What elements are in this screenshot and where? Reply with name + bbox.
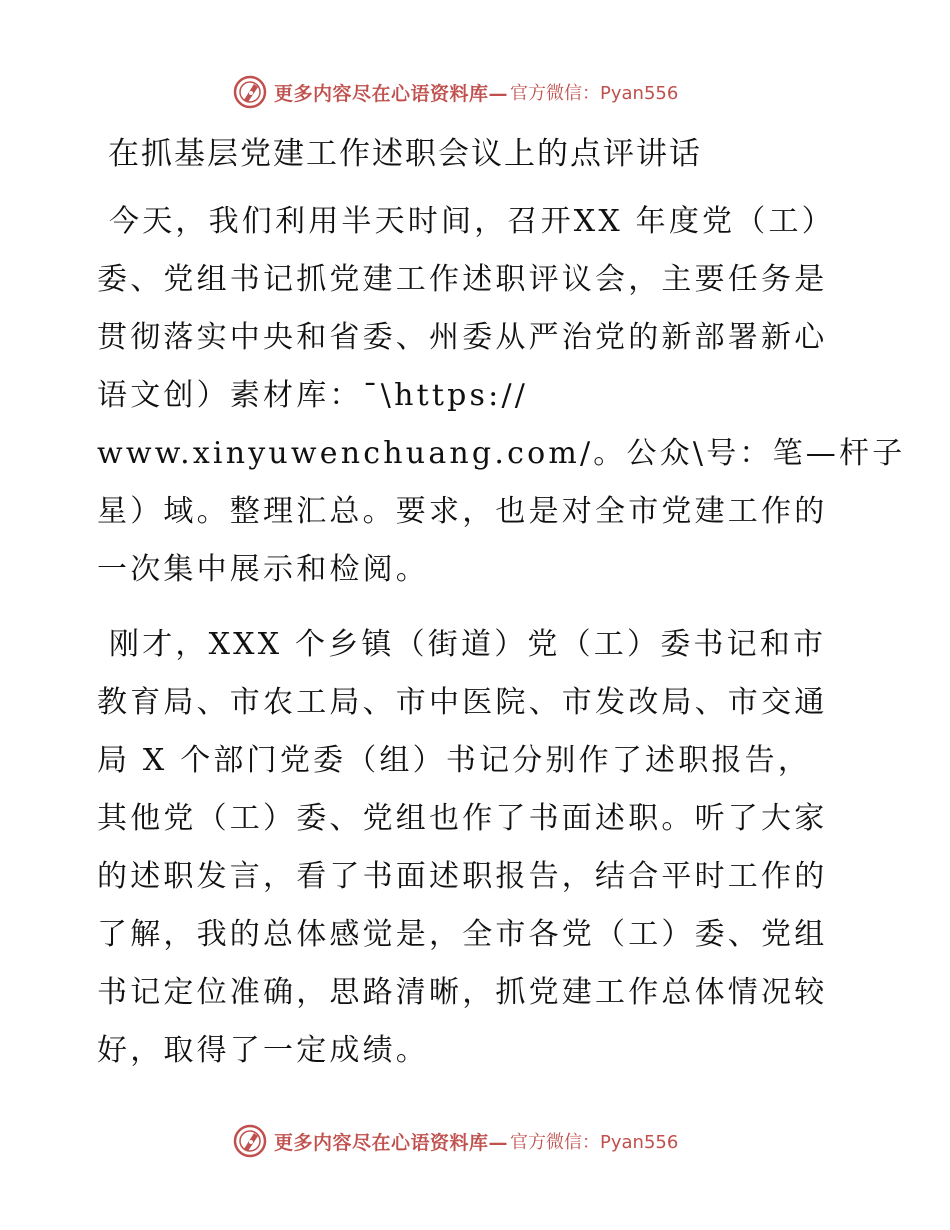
paragraph-line: 今天，我们利用半天时间，召开XX 年度党（工） [109,204,835,239]
paragraph-line: 一次集中展示和检阅。 [97,552,429,587]
paragraph-line: 星）域。整理汇总。要求，也是对全市党建工作的 [97,494,828,529]
banner-wechat: 官方微信：Pyan556 [510,83,679,104]
banner-wechat: 官方微信：Pyan556 [510,1132,679,1153]
paragraph-line: 委、党组书记抓党建工作述职评议会，主要任务是 [97,262,828,297]
paragraph-line: 教育局、市农工局、市中医院、市发改局、市交通 [97,685,828,720]
pen-nib-logo-icon [232,74,268,110]
header-banner [232,72,678,112]
paragraph-line: 贯彻落实中央和省委、州委从严治党的新部署新心 [97,320,828,355]
paragraph-line: www.xinyuwenchuang.com/。公众\号：笔—杆子 [97,436,906,471]
document-title: 在抓基层党建工作述职会议上的点评讲话 [108,136,702,172]
paragraph-line: 其他党（工）委、党组也作了书面述职。听了大家 [97,801,828,836]
paragraph-line: 书记定位准确，思路清晰，抓党建工作总体情况较 [97,975,828,1010]
paragraph-line: 了解，我的总体感觉是，全市各党（工）委、党组 [97,917,828,952]
footer-banner [232,1121,678,1161]
paragraph-line: 局 X 个部门党委（组）书记分别作了述职报告， [97,743,812,778]
banner-text: 更多内容尽在心语资料库— [274,82,509,105]
paragraph-line: 刚才，XXX 个乡镇（街道）党（工）委书记和市 [109,627,827,662]
banner-text: 更多内容尽在心语资料库— [274,1131,509,1154]
paragraph-1 [97,193,906,599]
paragraph-line: 好，取得了一定成绩。 [97,1033,429,1068]
paragraph-line: 语文创）素材库：¯\https:// [97,378,529,413]
paragraph-2 [97,616,857,1080]
pen-nib-logo-icon [232,1123,268,1159]
paragraph-line: 的述职发言，看了书面述职报告，结合平时工作的 [97,859,828,894]
